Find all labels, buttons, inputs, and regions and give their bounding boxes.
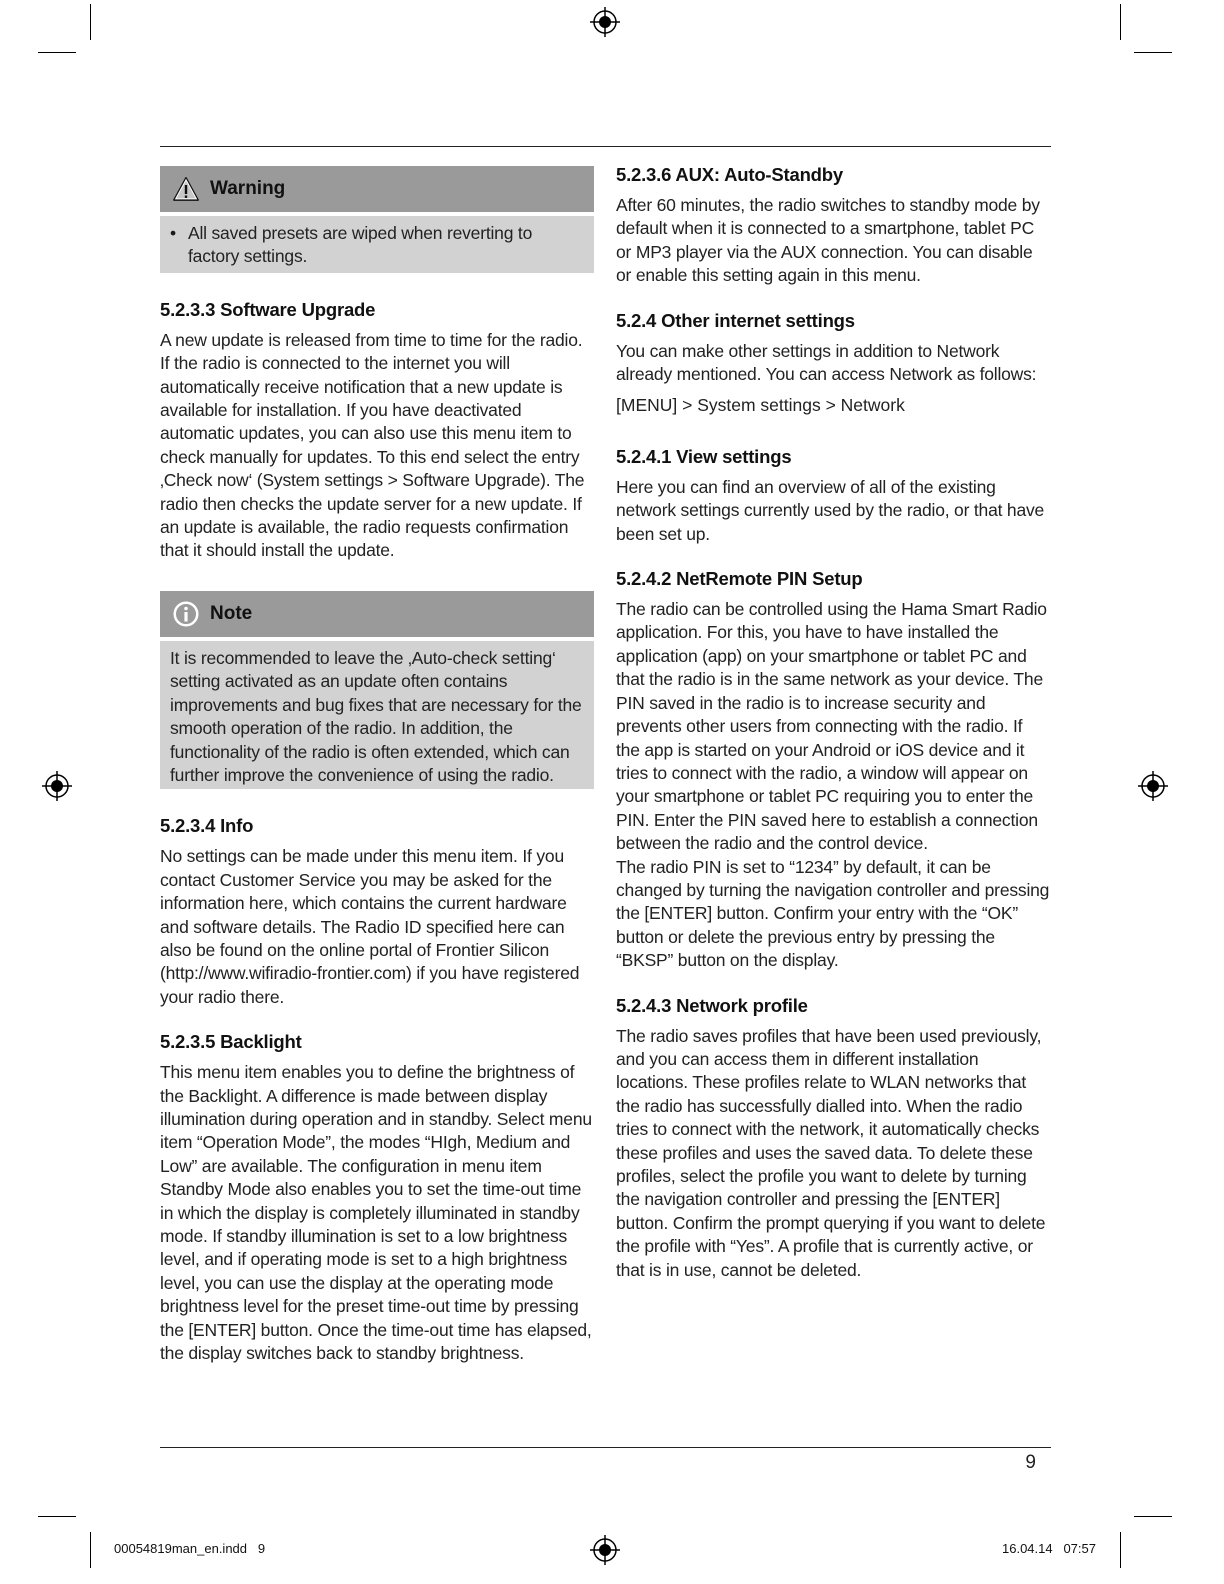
section-text: No settings can be made under this menu item. If you contact Customer Service you may be asked for the information here, which contains the current hardware and software details. The Radio ID specified here can also be found on the online portal of Frontier Silicon (http://www.wifiradio-frontier.com) if you have registered your radio there. bbox=[160, 846, 580, 1007]
warning-box-body bbox=[160, 216, 594, 273]
section-heading: 5.2.4.2 NetRemote PIN Setup bbox=[616, 568, 863, 590]
section-network-profile bbox=[616, 995, 1050, 1282]
crop-mark bbox=[38, 1516, 76, 1517]
right-column bbox=[616, 160, 1050, 1304]
crop-mark bbox=[38, 52, 76, 53]
section-text: This menu item enables you to define the brightness of the Backlight. A difference is made between display illumination during operation and in standby. Select menu item “Operation Mode”, the modes “HIgh, Medium and Low” are available. The configuration in menu item Standby Mode also enables you to set the time-out time in which the display is completely illuminated in standby mode. If standby illumination is set to a low brightness level, and if operating mode is set to a high brightness level, you can use the display at the operating mode brightness level for the preset time-out time by pressing the [ENTER] button. Once the time-out time has elapsed, the display switches back to standby brightness. bbox=[160, 1062, 592, 1364]
crop-mark bbox=[1134, 1516, 1172, 1517]
crop-mark bbox=[90, 1532, 91, 1568]
note-box-body bbox=[160, 641, 594, 789]
section-text: The radio can be controlled using the Hama Smart Radio application. For this, you have to have installed the application (app) on your smartphone or tablet PC and that the radio is in the same network as your device. The PIN saved in the radio is to increase security and prevents other users from connecting with the radio. If the app is started on your Android or iOS device and it tries to connect with the radio, a window will appear on your smartphone or tablet PC requiring you to enter the PIN. Enter the PIN saved here to establish a connection between the radio and the control device. bbox=[616, 599, 1047, 854]
section-netremote-pin bbox=[616, 568, 1050, 973]
note-text: It is recommended to leave the ‚Auto-check setting‘ setting activated as an update often contains improvements and bug fixes that are necessary for the smooth operation of the radio. In addition, the functionality of the radio is often extended, which can further improve the convenience of using the radio. bbox=[170, 647, 582, 785]
left-column bbox=[160, 160, 594, 1387]
registration-mark-icon bbox=[590, 1535, 620, 1565]
section-text: You can make other settings in addition to Network already mentioned. You can access Network as follows: bbox=[616, 340, 1037, 385]
section-heading: 5.2.3.6 AUX: Auto-Standby bbox=[616, 164, 843, 185]
section-other-internet bbox=[616, 310, 1050, 418]
bullet-icon: • bbox=[170, 223, 177, 243]
warning-title: Warning bbox=[210, 178, 286, 199]
section-heading: 5.2.3.5 Backlight bbox=[160, 1031, 302, 1053]
info-circle-icon bbox=[172, 600, 200, 628]
warning-box bbox=[160, 166, 594, 273]
section-info bbox=[160, 815, 594, 1009]
note-title: Note bbox=[210, 602, 253, 624]
section-heading: 5.2.3.4 Info bbox=[160, 815, 254, 837]
section-text: The radio PIN is set to “1234” by default, it can be changed by turning the navigation controller and pressing the [ENTER] button. Confirm your entry with the “OK” button or delete the previous entry by pressing the “BKSP” button on the display. bbox=[616, 856, 1050, 971]
section-text: A new update is released from time to time for the radio. If the radio is connected to the internet you will automatically receive notification that a new update is available for installation. If you have deactivated automatic updates, you can also use this menu item to check manually for updates. To this end select the entry ‚Check now‘ (System settings > Software Upgrade). The radio then checks the update server for a new update. If an update is available, the radio requests confirmation that it should install the update. bbox=[160, 329, 585, 561]
section-heading: 5.2.4.3 Network profile bbox=[616, 994, 808, 1016]
section-text: After 60 minutes, the radio switches to standby mode by default when it is connected to a smartphone, tablet PC or MP3 player via the AUX connection. You can disable or enable this setting again in this menu. bbox=[616, 195, 1040, 286]
crop-mark bbox=[1134, 52, 1172, 53]
note-box-header bbox=[160, 591, 594, 637]
note-box bbox=[160, 591, 594, 789]
section-text: Here you can find an overview of all of the existing network settings currently used by the radio, or that have been set up. bbox=[616, 476, 1045, 544]
section-heading: 5.2.4.1 View settings bbox=[616, 445, 792, 467]
section-heading: 5.2.4 Other internet settings bbox=[616, 309, 855, 331]
crop-mark bbox=[1120, 1532, 1121, 1568]
menu-path: [MENU] > System settings > Network bbox=[616, 395, 905, 416]
section-aux-standby bbox=[616, 164, 1050, 288]
warning-triangle-icon bbox=[172, 176, 200, 202]
print-slug-file: 00054819man_en.indd 9 bbox=[114, 1541, 266, 1556]
section-view-settings bbox=[616, 446, 1050, 546]
print-slug-date: 16.04.14 07:57 bbox=[1002, 1541, 1096, 1556]
footer-rule bbox=[160, 1447, 1051, 1448]
section-text: The radio saves profiles that have been used previously, and you can access them in different installation locations. These profiles relate to WLAN networks that the radio has successfully dialled into. When the radio tries to connect with the network, it automatically checks these profiles and uses the saved data. To delete these profiles, select the profile you want to delete by turning the navigation controller and pressing the [ENTER] button. Confirm the prompt querying if you want to delete the profile with “Yes”. A profile that is currently active, or that is in use, cannot be deleted. bbox=[616, 1025, 1046, 1280]
registration-mark-icon bbox=[1138, 771, 1168, 801]
warning-box-header bbox=[160, 166, 594, 212]
section-backlight bbox=[160, 1031, 594, 1365]
page-number: 9 bbox=[1025, 1452, 1036, 1473]
warning-text: All saved presets are wiped when reverting to factory settings. bbox=[188, 223, 533, 267]
header-rule bbox=[160, 146, 1051, 147]
warning-bullet bbox=[170, 222, 584, 269]
crop-mark bbox=[1120, 4, 1121, 40]
crop-mark bbox=[90, 4, 91, 40]
section-heading: 5.2.3.3 Software Upgrade bbox=[160, 298, 376, 320]
registration-mark-icon bbox=[590, 7, 620, 37]
registration-mark-icon bbox=[42, 771, 72, 801]
section-software-upgrade bbox=[160, 299, 594, 563]
